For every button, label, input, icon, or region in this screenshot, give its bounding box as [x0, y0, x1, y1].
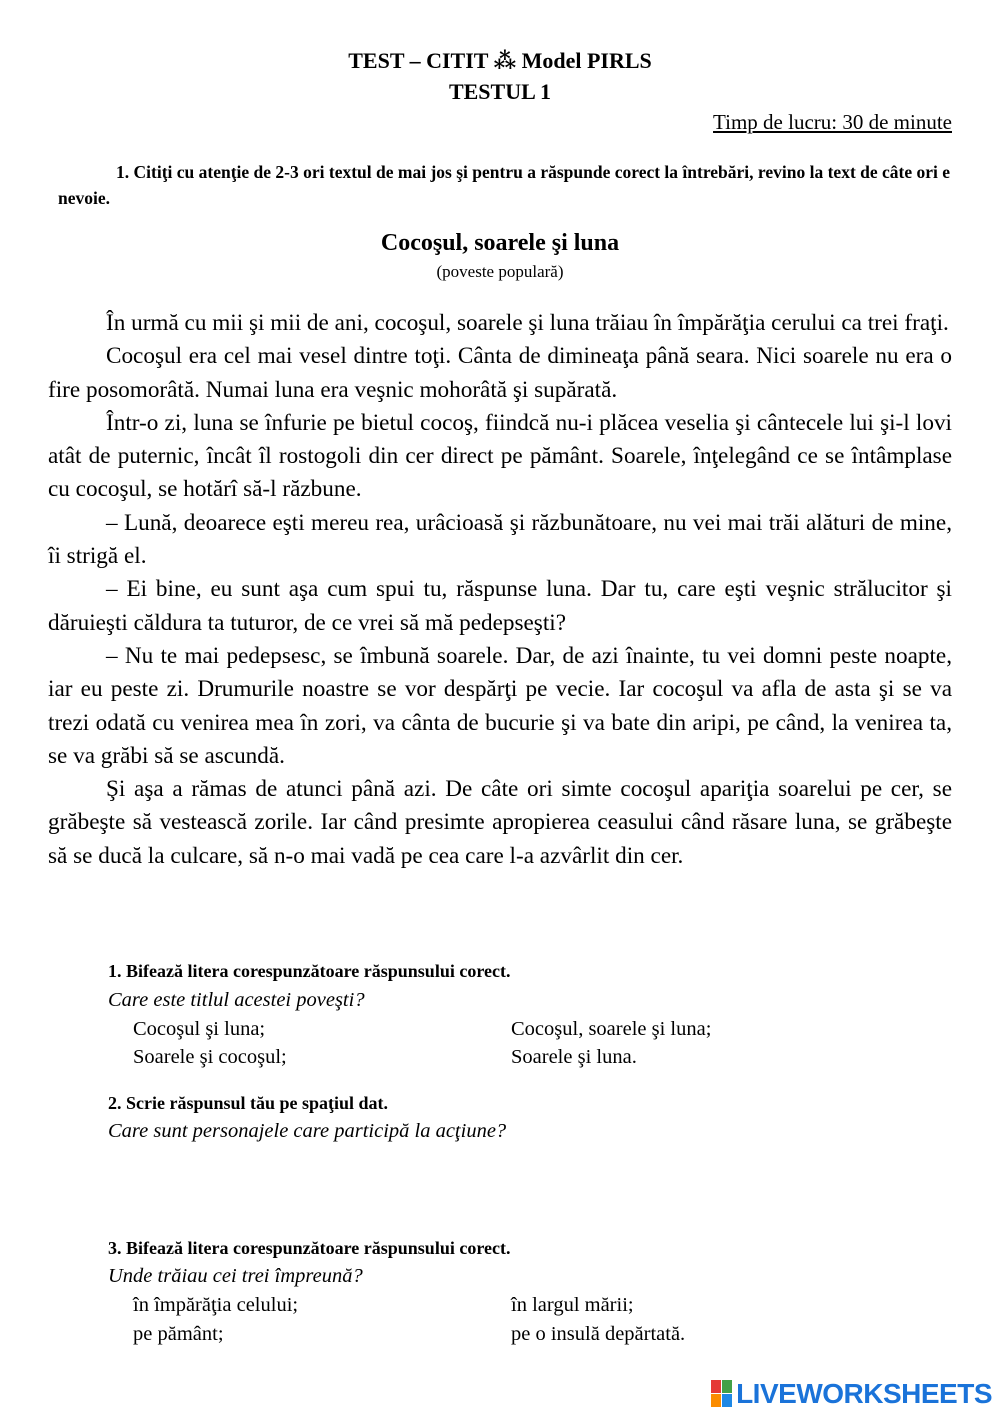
liveworksheets-wordmark: LIVEWORKSHEETS — [736, 1378, 992, 1409]
question-3-option-d[interactable]: pe o insulă depărtată. — [511, 1323, 686, 1345]
story-title: Cocoşul, soarele şi luna — [380, 230, 620, 256]
question-2-instruction: 2. Scrie răspunsul tău pe spaţiul dat. — [108, 1093, 389, 1113]
question-3-option-b[interactable]: în largul mării; — [511, 1294, 634, 1316]
question-2-answer-area[interactable] — [108, 1150, 952, 1220]
story-paragraph: – Ei bine, eu sunt aşa cum spui tu, răspunse luna. Dar tu, care eşti veşnic strălucitor şi dăruieşti căldura ta tuturor, de ce vrei să mă pedepseşti? — [48, 576, 952, 636]
story-paragraph: – Nu te mai pedepsesc, se îmbună soarele. Dar, de azi înainte, tu vei domni peste noapte, iar eu peste zi. Drumurile noastre se vor despărţi pe vecie. Iar cocoşul va afla de asta şi se va trezi odată cu venirea mea în zori, va cânta de bucurie şi va bate din aripi, pe când, la venirea ta, se va grăbi să se ascundă. — [48, 642, 952, 769]
question-1-instruction: 1. Bifează litera corespunzătoare răspunsului corect. — [108, 961, 511, 981]
reading-instruction: 1. Citiţi cu atenţie de 2-3 ori textul de mai jos şi pentru a răspunde corect la întrebări, revino la text de câte ori e nevoie. — [58, 162, 951, 208]
test-number: TESTUL 1 — [448, 79, 552, 104]
question-2-text: Care sunt personajele care participă la acţiune? — [108, 1120, 507, 1142]
question-1-option-c[interactable]: Soarele şi cocoşul; — [133, 1046, 287, 1068]
story-paragraph: Şi aşa a rămas de atunci până azi. De câte ori simte cocoşul apariţia soarelui pe cer, se grăbeşte să vestească zorile. Iar când presimte apropierea ceasului când răsare luna, se grăbeşte să se ducă la culcare, să n-o mai vadă pe cea care l-a azvârlit din cer. — [48, 776, 952, 869]
story-paragraph: În urmă cu mii şi mii de ani, cocoşul, soarele şi luna trăiau în împărăţia cerului ca trei fraţi. — [106, 310, 949, 336]
question-3-option-a[interactable]: în împărăţia celului; — [133, 1294, 299, 1316]
story-paragraph: Cocoşul era cel mai vesel dintre toţi. Cânta de dimineaţa până seara. Nici soarele nu era o fire posomorâtă. Numai luna era veşnic mohorâtă şi supărată. — [48, 343, 952, 403]
test-title: TEST – CITIT ⁂ Model PIRLS — [348, 48, 652, 73]
story-text — [48, 307, 952, 873]
question-3-text: Unde trăiau cei trei împreună? — [108, 1265, 363, 1287]
liveworksheets-logo — [711, 1379, 992, 1409]
time-limit: Timp de lucru: 30 de minute — [713, 110, 952, 134]
question-3-option-c[interactable]: pe pământ; — [133, 1323, 224, 1345]
question-3-instruction: 3. Bifează litera corespunzătoare răspunsului corect. — [108, 1238, 511, 1258]
question-1-text: Care este titlul acestei poveşti? — [108, 989, 365, 1011]
question-1-option-d[interactable]: Soarele şi luna. — [511, 1046, 637, 1068]
story-subtitle: (poveste populară) — [436, 262, 564, 281]
story-paragraph: – Lună, deoarece eşti mereu rea, urâcioasă şi răzbunătoare, nu vei mai trăi alături de mine, îi strigă el. — [48, 509, 952, 570]
story-paragraph: Într-o zi, luna se înfurie pe bietul cocoş, fiindcă nu-i plăcea veselia şi cântecele lui şi-l lovi atât de puternic, încât îl rostogoli din cer direct pe pământ. Soarele, înţelegând ce se întâmplase cu cocoşul, se hotărî să-l răzbune. — [48, 409, 952, 503]
question-1-option-a[interactable]: Cocoşul şi luna; — [133, 1018, 266, 1040]
question-1-option-b[interactable]: Cocoşul, soarele şi luna; — [511, 1018, 712, 1040]
liveworksheets-badge-icon — [711, 1380, 733, 1408]
